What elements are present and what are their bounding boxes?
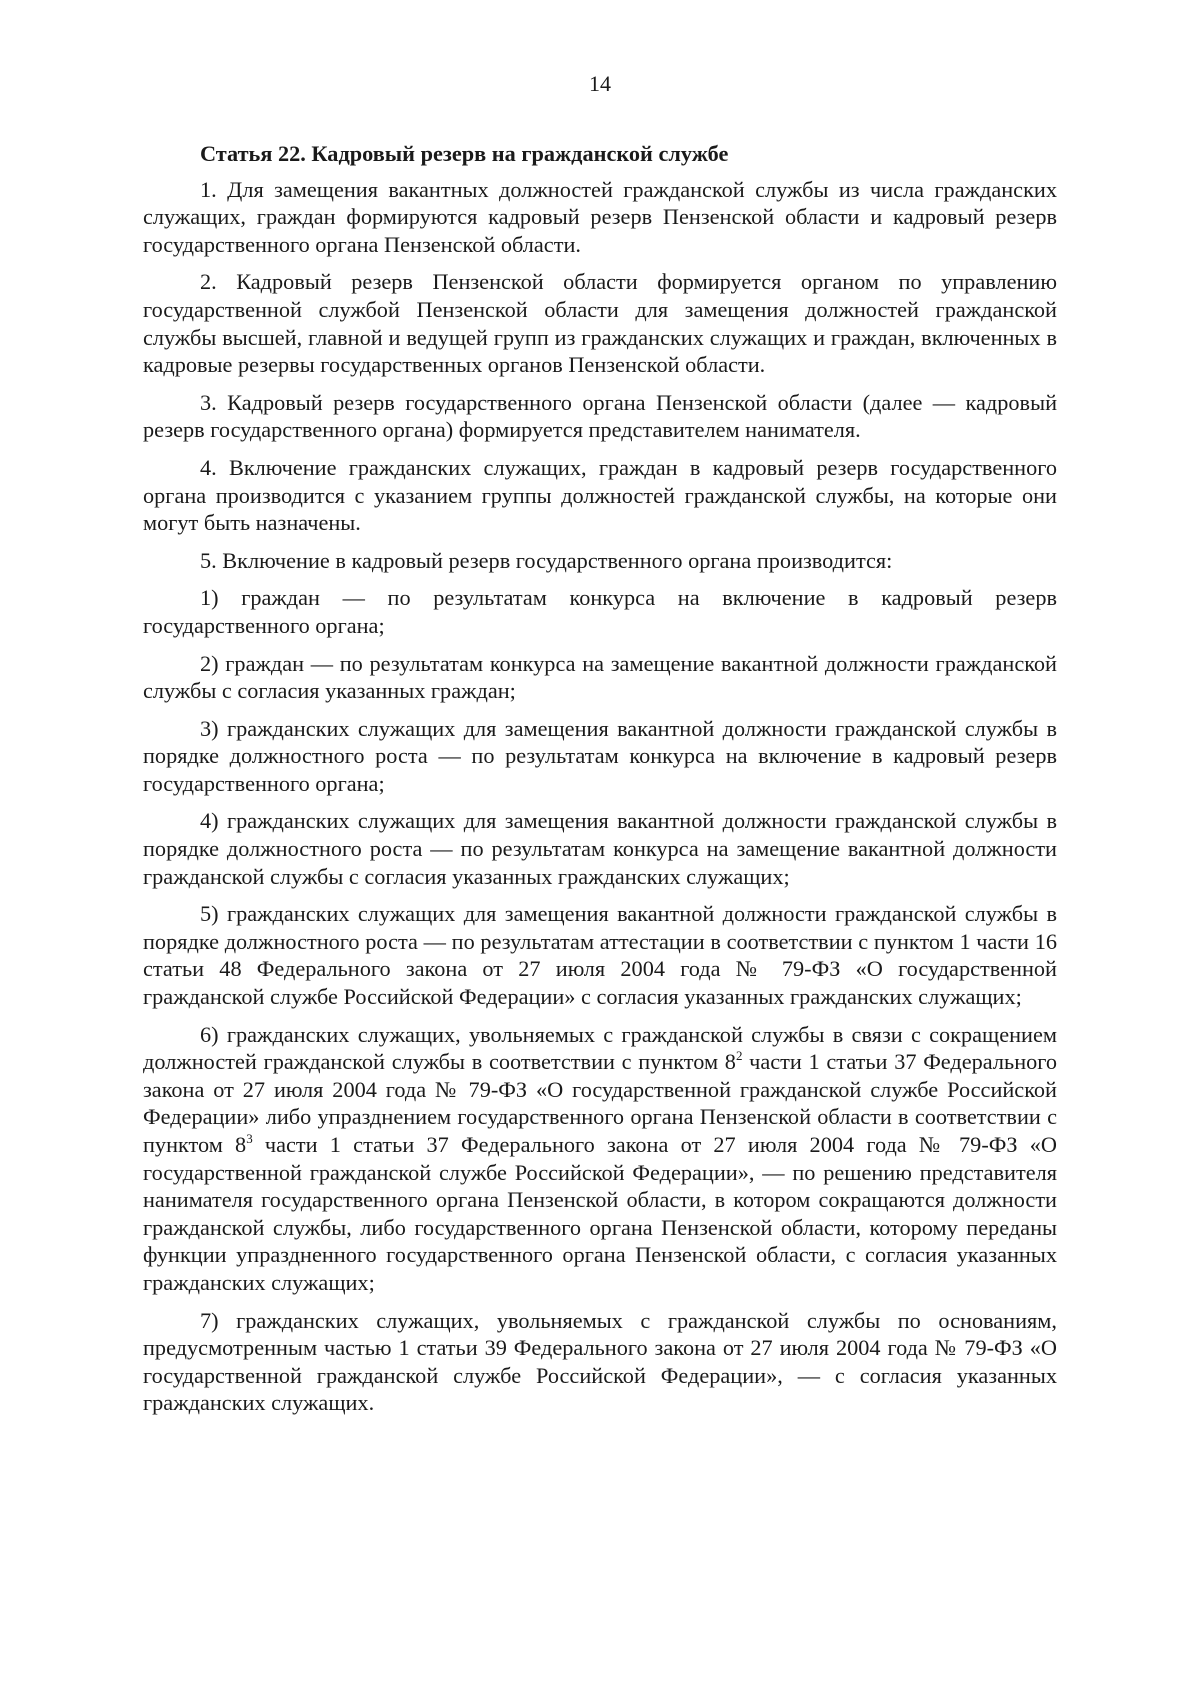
- list-item-6-text-b: части 1 статьи 37 Федерального закона от 27 июля 2004 года № 79-ФЗ «О государственной гражданской службе Российской Федерации» либо упразднением государственного органа Пензенской области в соответствии с пунктом 8: [143, 1049, 1058, 1157]
- list-item-4: 4) гражданских служащих для замещения вакантной должности гражданской службы в порядке должностного роста — по результатам конкурса на замещение вакантной должности гражданской службы с согласия указанных гражданских служащих;: [143, 808, 1057, 889]
- list-item-6-text-c: части 1 статьи 37 Федерального закона от 27 июля 2004 года № 79-ФЗ «О государственной гражданской службе Российской Федерации», — по решению представителя нанимателя государственного органа Пензенской области, в котором сокращаются должности гражданской службы, либо государственного органа Пензенской области, которому переданы функции упраздненного государственного органа Пензенской области, с согласия указанных гражданских служащих;: [143, 1132, 1057, 1295]
- page-number: 14: [589, 71, 611, 96]
- superscript-2: 2: [735, 1048, 743, 1064]
- list-item-6: [143, 1021, 1057, 1297]
- list-item-7: 7) гражданских служащих, увольняемых с гражданской службы по основаниям, предусмотренным частью 1 статьи 39 Федерального закона от 27 июля 2004 года № 79-ФЗ «О государственной гражданской службе Российской Федерации», — с согласия указанных гражданских служащих.: [143, 1307, 1057, 1416]
- list-item-3: 3) гражданских служащих для замещения вакантной должности гражданской службы в порядке должностного роста — по результатам конкурса на включение в кадровый резерв государственного органа;: [143, 715, 1057, 796]
- list-item-2: 2) граждан — по результатам конкурса на замещение вакантной должности гражданской службы с согласия указанных граждан;: [143, 650, 1057, 704]
- document-body: [143, 140, 1057, 1427]
- paragraph-2: 2. Кадровый резерв Пензенской области формируется органом по управлению государственной службой Пензенской области для замещения должностей гражданской службы высшей, главной и ведущей групп из гражданских служащих и граждан, включенных в кадровые резервы государственных органов Пензенской области.: [143, 269, 1057, 378]
- article-title: Статья 22. Кадровый резерв на гражданской службе: [200, 141, 729, 166]
- list-item-1: 1) граждан — по результатам конкурса на включение в кадровый резерв государственного органа;: [143, 585, 1057, 638]
- superscript-3: 3: [246, 1131, 253, 1146]
- list-item-6-text-a: 6) гражданских служащих, увольняемых с гражданской службы в связи с сокращением должностей гражданской службы в соответствии с пунктом 8: [143, 1021, 1057, 1075]
- list-item-5: 5) гражданских служащих для замещения вакантной должности гражданской службы в порядке должностного роста — по результатам аттестации в соответствии с пунктом 1 части 16 статьи 48 Федерального закона от 27 июля 2004 года № 79-ФЗ «О государственной гражданской службе Российской Федерации» с согласия указанных гражданских служащих;: [143, 901, 1057, 1010]
- paragraph-1: 1. Для замещения вакантных должностей гражданской службы из числа гражданских служащих, граждан формируются кадровый резерв Пензенской области и кадровый резерв государственного органа Пензенской области.: [143, 176, 1057, 257]
- paragraph-4: 4. Включение гражданских служащих, граждан в кадровый резерв государственного органа производится с указанием группы должностей гражданской службы, на которые они могут быть назначены.: [143, 454, 1057, 536]
- paragraph-5: 5. Включение в кадровый резерв государственного органа производится:: [200, 547, 893, 573]
- paragraph-3: 3. Кадровый резерв государственного органа Пензенской области (далее — кадровый резерв государственного органа) формируется представителем нанимателя.: [143, 389, 1057, 443]
